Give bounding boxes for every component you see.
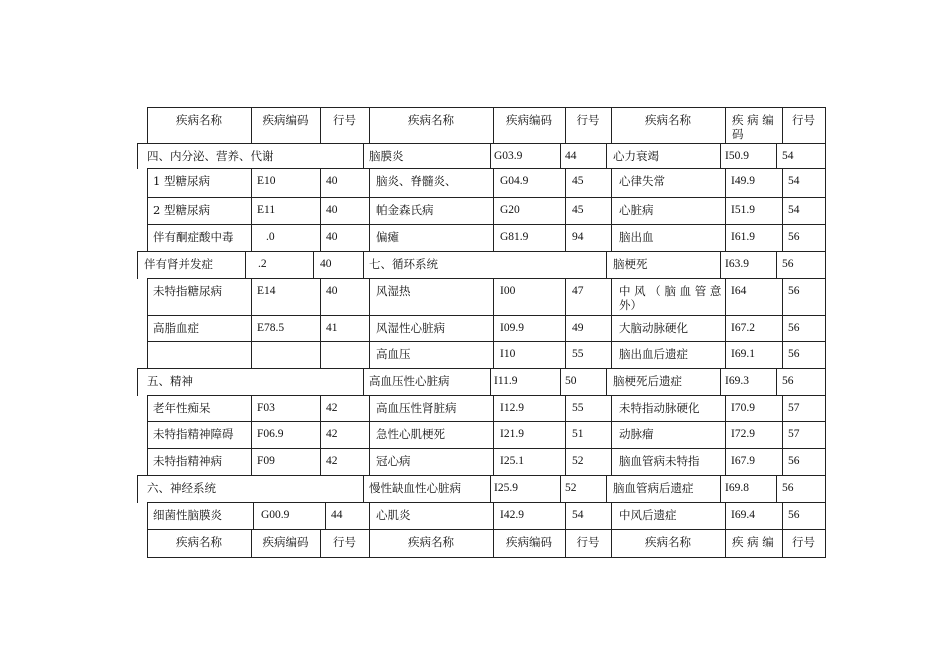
table-rule xyxy=(725,529,726,558)
table-rule xyxy=(363,475,364,503)
column-header-cell: 行号 xyxy=(333,535,356,549)
table-cell: 细菌性脑膜炎 xyxy=(153,508,222,522)
table-rule xyxy=(137,251,138,279)
table-cell: I69.1 xyxy=(731,348,755,360)
column-header-cell: 行号 xyxy=(576,535,600,549)
table-rule xyxy=(251,395,252,422)
table-rule xyxy=(825,224,826,252)
table-rule xyxy=(611,278,612,316)
table-rule xyxy=(147,168,148,198)
table-rule xyxy=(320,168,321,198)
table-rule xyxy=(782,341,783,369)
table-cell: I11.9 xyxy=(494,375,518,387)
table-rule xyxy=(137,251,826,252)
table-cell: I67.9 xyxy=(731,455,755,467)
table-rule xyxy=(251,448,252,476)
table-cell: 脑梗死 xyxy=(613,257,648,271)
table-cell: 五、精神 xyxy=(147,374,193,388)
table-cell: 56 xyxy=(782,375,794,387)
table-rule xyxy=(611,502,612,530)
column-header-cell: 行号 xyxy=(792,535,815,549)
table-cell: 54 xyxy=(788,204,800,216)
table-rule xyxy=(251,197,252,225)
table-rule xyxy=(325,502,326,530)
table-rule xyxy=(782,502,783,530)
table-rule xyxy=(776,368,777,396)
table-cell: I69.3 xyxy=(725,375,749,387)
table-rule xyxy=(565,278,566,316)
table-rule xyxy=(320,278,321,316)
table-rule xyxy=(565,168,566,198)
table-rule xyxy=(490,475,491,503)
table-cell: 49 xyxy=(572,322,584,334)
table-rule xyxy=(611,421,612,449)
table-rule xyxy=(606,251,607,279)
table-rule xyxy=(606,475,607,503)
table-cell: I61.9 xyxy=(731,231,755,243)
table-rule xyxy=(560,368,561,396)
column-header-cell: 疾病编码 xyxy=(262,113,309,127)
column-header-cell: 疾病名称 xyxy=(645,113,691,127)
table-cell: E14 xyxy=(257,285,276,297)
table-cell: 未特指糖尿病 xyxy=(153,284,222,298)
table-rule xyxy=(565,421,566,449)
table-cell: 伴有酮症酸中毒 xyxy=(153,230,234,244)
table-cell: 40 xyxy=(326,204,338,216)
table-rule xyxy=(825,197,826,225)
table-cell: 慢性缺血性心脏病 xyxy=(369,481,461,495)
table-rule xyxy=(725,502,726,530)
table-cell: 56 xyxy=(788,455,800,467)
table-cell: 脑梗死后遗症 xyxy=(613,374,682,388)
table-rule xyxy=(782,197,783,225)
table-rule xyxy=(782,448,783,476)
table-cell: 56 xyxy=(788,322,800,334)
table-rule xyxy=(493,315,494,342)
table-cell: 风湿性心脏病 xyxy=(376,321,445,335)
table-rule xyxy=(776,143,777,169)
table-rule xyxy=(493,224,494,252)
table-cell: I64 xyxy=(731,285,747,297)
table-rule xyxy=(320,395,321,422)
table-rule xyxy=(493,278,494,316)
table-cell: I69.8 xyxy=(725,482,749,494)
table-cell: 脑血管病未特指 xyxy=(619,454,700,468)
table-rule xyxy=(369,341,370,369)
table-rule xyxy=(147,224,148,252)
table-cell: 1 型糖尿病 xyxy=(153,174,210,188)
table-cell: 高血压性肾脏病 xyxy=(376,401,457,415)
table-rule xyxy=(725,395,726,422)
table-rule xyxy=(825,502,826,530)
table-rule xyxy=(320,224,321,252)
table-rule xyxy=(825,143,826,169)
table-cell: E10 xyxy=(257,175,276,187)
table-cell: 心律失常 xyxy=(619,174,665,188)
table-rule xyxy=(369,315,370,342)
table-cell: 44 xyxy=(331,509,343,521)
table-cell: 52 xyxy=(572,455,584,467)
table-cell: 高血压 xyxy=(376,347,411,361)
table-cell: 脑炎、脊髓炎、 xyxy=(376,174,457,188)
table-rule xyxy=(560,475,561,503)
table-rule xyxy=(251,315,252,342)
table-cell: .2 xyxy=(258,258,267,270)
table-cell: 45 xyxy=(572,175,584,187)
table-cell: 54 xyxy=(782,150,794,162)
table-cell: 42 xyxy=(326,455,338,467)
table-cell: I10 xyxy=(500,348,516,360)
table-rule xyxy=(147,278,148,316)
table-cell: 偏瘫 xyxy=(376,230,399,244)
column-header-cell: 疾病编码 xyxy=(506,113,552,127)
table-rule xyxy=(137,475,826,476)
table-cell: 56 xyxy=(788,348,800,360)
table-rule xyxy=(611,197,612,225)
table-rule xyxy=(825,278,826,316)
table-rule xyxy=(611,168,612,198)
table-cell: 风湿热 xyxy=(376,284,411,298)
column-header-cell: 疾 病 编 xyxy=(732,535,774,549)
table-rule xyxy=(565,224,566,252)
table-rule xyxy=(369,395,370,422)
table-rule xyxy=(725,168,726,198)
table-rule xyxy=(369,197,370,225)
table-cell: 老年性痴呆 xyxy=(153,401,211,415)
table-cell: I63.9 xyxy=(725,258,749,270)
table-cell: E78.5 xyxy=(257,322,285,334)
table-rule xyxy=(720,475,721,503)
table-cell: 40 xyxy=(326,285,338,297)
table-rule xyxy=(369,448,370,476)
table-cell: 54 xyxy=(788,175,800,187)
table-rule xyxy=(825,341,826,369)
column-header-cell: 行号 xyxy=(792,113,815,127)
column-header-cell: 疾病名称 xyxy=(176,535,222,549)
table-cell: I09.9 xyxy=(500,322,524,334)
table-rule xyxy=(782,421,783,449)
table-cell: I50.9 xyxy=(725,150,749,162)
column-header-cell: 疾 病 编 码 xyxy=(732,113,774,141)
table-cell: F09 xyxy=(257,455,275,467)
table-cell: I70.9 xyxy=(731,402,755,414)
table-cell: 40 xyxy=(320,258,332,270)
table-rule xyxy=(782,168,783,198)
table-cell: 未特指精神障碍 xyxy=(153,427,234,441)
table-cell: I42.9 xyxy=(500,509,524,521)
table-rule xyxy=(251,278,252,316)
column-header-cell: 疾病名称 xyxy=(408,535,454,549)
table-rule xyxy=(369,168,370,198)
table-rule xyxy=(251,224,252,252)
table-cell: 55 xyxy=(572,402,584,414)
table-rule xyxy=(565,502,566,530)
table-cell: 56 xyxy=(788,231,800,243)
table-rule xyxy=(825,107,826,144)
table-cell: 四、内分泌、营养、代谢 xyxy=(147,149,274,163)
table-cell: G03.9 xyxy=(494,150,523,162)
table-cell: 动脉瘤 xyxy=(619,427,654,441)
table-cell: 40 xyxy=(326,175,338,187)
table-cell: G04.9 xyxy=(500,175,529,187)
column-header-cell: 疾病编码 xyxy=(262,535,309,549)
table-cell: 未特指精神病 xyxy=(153,454,222,468)
table-rule xyxy=(493,421,494,449)
table-rule xyxy=(147,341,148,369)
table-rule xyxy=(565,395,566,422)
table-cell: 六、神经系统 xyxy=(147,481,216,495)
table-rule xyxy=(776,251,777,279)
table-rule xyxy=(720,368,721,396)
table-cell: G00.9 xyxy=(261,509,290,521)
table-rule xyxy=(606,143,607,169)
table-cell: 心肌炎 xyxy=(376,508,411,522)
table-cell: I51.9 xyxy=(731,204,755,216)
table-rule xyxy=(565,341,566,369)
table-rule xyxy=(320,197,321,225)
column-header-cell: 疾病名称 xyxy=(645,535,691,549)
table-cell: I00 xyxy=(500,285,516,297)
table-cell: 七、循环系统 xyxy=(369,257,438,271)
table-rule xyxy=(363,143,364,169)
table-cell: I72.9 xyxy=(731,428,755,440)
table-rule xyxy=(369,224,370,252)
table-rule xyxy=(251,168,252,198)
table-cell: 脑出血 xyxy=(619,230,654,244)
table-rule xyxy=(369,421,370,449)
table-cell: 大脑动脉硬化 xyxy=(619,321,688,335)
table-rule xyxy=(137,368,138,396)
table-rule xyxy=(725,107,726,144)
table-rule xyxy=(725,197,726,225)
table-cell: 伴有肾并发症 xyxy=(144,257,213,271)
table-rule xyxy=(825,251,826,279)
table-rule xyxy=(493,448,494,476)
table-cell: 45 xyxy=(572,204,584,216)
table-cell: I25.9 xyxy=(494,482,518,494)
table-cell: 脑出血后遗症 xyxy=(619,347,688,361)
table-cell: 56 xyxy=(788,285,800,297)
table-cell: 52 xyxy=(565,482,577,494)
table-rule xyxy=(611,395,612,422)
table-rule xyxy=(611,448,612,476)
table-rule xyxy=(490,143,491,169)
table-cell: 42 xyxy=(326,402,338,414)
table-rule xyxy=(782,278,783,316)
table-rule xyxy=(369,278,370,316)
table-cell: 未特指动脉硬化 xyxy=(619,401,700,415)
table-rule xyxy=(137,475,138,503)
column-header-cell: 行号 xyxy=(576,113,600,127)
table-cell: 47 xyxy=(572,285,584,297)
table-rule xyxy=(147,502,148,530)
table-rule xyxy=(825,168,826,198)
table-rule xyxy=(493,502,494,530)
table-rule xyxy=(493,395,494,422)
column-header-cell: 行号 xyxy=(333,113,356,127)
table-rule xyxy=(565,197,566,225)
table-cell: 94 xyxy=(572,231,584,243)
table-rule xyxy=(245,251,246,279)
table-cell: 57 xyxy=(788,402,800,414)
table-cell: 54 xyxy=(572,509,584,521)
column-header-cell: 疾病名称 xyxy=(408,113,454,127)
table-rule xyxy=(320,341,321,369)
table-cell: 57 xyxy=(788,428,800,440)
table-cell: 高脂血症 xyxy=(153,321,199,335)
table-rule xyxy=(725,341,726,369)
table-cell: 脑血管病后遗症 xyxy=(613,481,694,495)
table-cell: .0 xyxy=(266,231,275,243)
table-rule xyxy=(137,143,138,169)
table-cell: 56 xyxy=(782,482,794,494)
table-rule xyxy=(251,341,252,369)
table-cell: G81.9 xyxy=(500,231,529,243)
table-cell: I21.9 xyxy=(500,428,524,440)
table-rule xyxy=(369,502,370,530)
table-rule xyxy=(825,475,826,503)
table-rule xyxy=(720,251,721,279)
table-rule xyxy=(825,421,826,449)
table-rule xyxy=(137,368,826,369)
table-cell: I12.9 xyxy=(500,402,524,414)
table-rule xyxy=(313,251,314,279)
table-cell: I49.9 xyxy=(731,175,755,187)
table-cell: F03 xyxy=(257,402,275,414)
table-rule xyxy=(782,224,783,252)
table-cell: 40 xyxy=(326,231,338,243)
table-rule xyxy=(725,448,726,476)
table-cell: G20 xyxy=(500,204,520,216)
table-rule xyxy=(147,421,148,449)
table-cell: 51 xyxy=(572,428,584,440)
table-cell: 41 xyxy=(326,322,338,334)
table-rule xyxy=(825,368,826,396)
table-rule xyxy=(363,368,364,396)
table-rule xyxy=(825,395,826,422)
table-rule xyxy=(725,224,726,252)
table-cell: 帕金森氏病 xyxy=(376,203,434,217)
table-rule xyxy=(725,315,726,342)
table-rule xyxy=(725,421,726,449)
table-cell: I25.1 xyxy=(500,455,524,467)
table-rule xyxy=(147,448,148,476)
table-rule xyxy=(320,448,321,476)
table-cell: 心脏病 xyxy=(619,203,654,217)
table-rule xyxy=(251,421,252,449)
table-rule xyxy=(493,341,494,369)
table-rule xyxy=(565,315,566,342)
table-rule xyxy=(776,475,777,503)
table-rule xyxy=(147,395,148,422)
table-rule xyxy=(825,529,826,558)
table-rule xyxy=(147,315,148,342)
table-rule xyxy=(493,197,494,225)
table-rule xyxy=(493,168,494,198)
table-cell: 42 xyxy=(326,428,338,440)
table-cell: 急性心肌梗死 xyxy=(376,427,445,441)
table-cell: 56 xyxy=(782,258,794,270)
table-cell: 高血压性心脏病 xyxy=(369,374,450,388)
table-rule xyxy=(560,143,561,169)
table-cell: F06.9 xyxy=(257,428,284,440)
table-rule xyxy=(611,224,612,252)
table-rule xyxy=(320,421,321,449)
table-rule xyxy=(320,315,321,342)
table-rule xyxy=(490,368,491,396)
table-rule xyxy=(782,395,783,422)
table-cell: I67.2 xyxy=(731,322,755,334)
table-cell: 44 xyxy=(565,150,577,162)
table-rule xyxy=(363,251,364,279)
table-rule xyxy=(606,368,607,396)
table-cell: 2 型糖尿病 xyxy=(153,203,210,217)
table-cell: 中风后遗症 xyxy=(619,508,677,522)
table-rule xyxy=(825,448,826,476)
table-rule xyxy=(611,341,612,369)
table-rule xyxy=(253,502,254,530)
table-cell: 冠心病 xyxy=(376,454,411,468)
table-cell: I69.4 xyxy=(731,509,755,521)
column-header-cell: 疾病编码 xyxy=(506,535,552,549)
table-cell: 56 xyxy=(788,509,800,521)
table-rule xyxy=(720,143,721,169)
table-rule xyxy=(782,315,783,342)
table-cell: E11 xyxy=(257,204,276,216)
table-rule xyxy=(825,315,826,342)
column-header-cell: 疾病名称 xyxy=(176,113,222,127)
table-cell: 50 xyxy=(565,375,577,387)
table-rule xyxy=(725,278,726,316)
table-rule xyxy=(147,197,148,225)
table-rule xyxy=(611,315,612,342)
table-cell: 脑膜炎 xyxy=(369,149,404,163)
table-cell: 心力衰竭 xyxy=(613,149,659,163)
table-rule xyxy=(137,143,826,144)
table-rule xyxy=(565,448,566,476)
table-cell: 中 风 （ 脑 血 管 意 外） xyxy=(619,284,722,312)
table-cell: 55 xyxy=(572,348,584,360)
